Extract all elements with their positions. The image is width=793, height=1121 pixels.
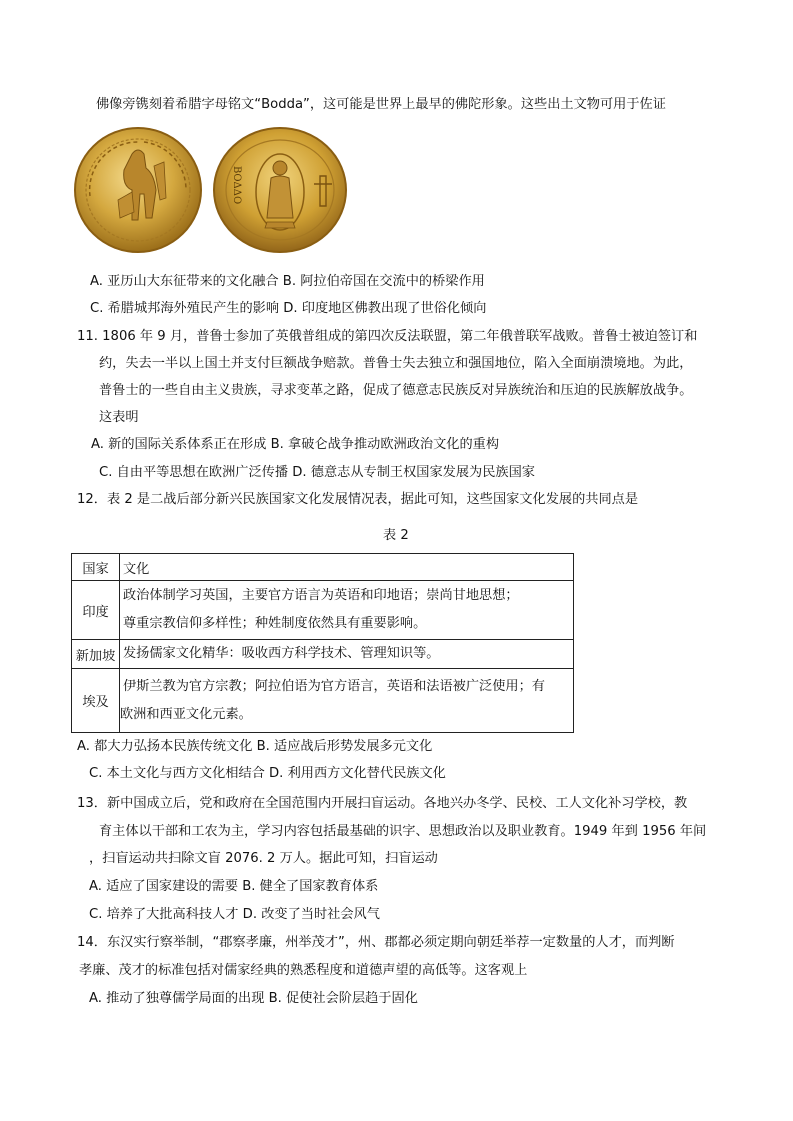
table-cell-line: 政治体制学习英国，主要官方语言为英语和印地语；崇尚甘地思想； [123, 588, 519, 603]
q13-stem-line-1: 13．新中国成立后，党和政府在全国范围内开展扫盲运动。各地兴办冬学、民校、工人文化补习学校，教 [77, 796, 688, 811]
q11-stem-line-4: 这表明 [99, 410, 139, 425]
coin-images [74, 126, 354, 254]
table-cell-culture [120, 640, 574, 669]
table-cell-country: 新加坡 [72, 640, 120, 669]
intro-line: 佛像旁镌刻着希腊字母铭文“Bodda”，这可能是世界上最早的佛陀形象。这些出土文物可用于佐证 [96, 97, 666, 112]
table-cell-line: 发扬儒家文化精华：吸收西方科学技术、管理知识等。 [123, 646, 440, 661]
q13-option-line-2: C. 培养了大批高科技人才 D. 改变了当时社会风气 [89, 907, 380, 922]
q11-stem-line-1: 11. 1806 年 9 月，普鲁士参加了英俄普组成的第四次反法联盟，第二年俄普联军战败。普鲁士被迫签订和 [77, 329, 698, 344]
q14-option-line-1: A. 推动了独尊儒学局面的出现 B. 促使社会阶层趋于固化 [89, 991, 418, 1006]
left-coin [75, 128, 201, 252]
table-cell-culture [120, 581, 574, 640]
q10-option-line-2: C. 希腊城邦海外殖民产生的影响 D. 印度地区佛教出现了世俗化倾向 [90, 301, 487, 316]
q12-option-line-2: C. 本土文化与西方文化相结合 D. 利用西方文化替代民族文化 [89, 766, 446, 781]
culture-table [71, 553, 574, 733]
q12-stem: 12．表 2 是二战后部分新兴民族国家文化发展情况表，据此可知，这些国家文化发展的共同点是 [77, 492, 639, 507]
q10-option-line-1: A. 亚历山大东征带来的文化融合 B. 阿拉伯帝国在交流中的桥梁作用 [90, 274, 485, 289]
q14-stem-line-1: 14．东汉实行察举制，“郡察孝廉，州举茂才”，州、郡都必须定期向朝廷举荐一定数量的人才，而判断 [77, 935, 675, 950]
q13-stem-line-2: 育主体以干部和工农为主，学习内容包括最基础的识字、思想政治以及职业教育。1949 年到 1956 年间 [99, 824, 707, 839]
table-cell-country: 埃及 [72, 669, 120, 733]
q11-option-line-1: A. 新的国际关系体系正在形成 B. 拿破仑战争推动欧洲政治文化的重构 [91, 437, 500, 452]
q13-stem-line-3: ，扫盲运动共扫除文盲 2076. 2 万人。据此可知，扫盲运动 [89, 851, 438, 866]
q11-stem-line-2: 约，失去一半以上国土并支付巨额战争赔款。普鲁士失去独立和强国地位，陷入全面崩溃境地。为此， [99, 356, 693, 371]
right-coin [214, 128, 346, 252]
table-header-country: 国家 [72, 554, 120, 581]
q13-option-line-1: A. 适应了国家建设的需要 B. 健全了国家教育体系 [89, 879, 379, 894]
table-cell-line: 尊重宗教信仰多样性；种姓制度依然具有重要影响。 [123, 616, 427, 631]
table-header-row [72, 554, 574, 581]
table-cell-line: 欧洲和西亚文化元素。 [120, 706, 252, 722]
q14-stem-line-2: 孝廉、茂才的标准包括对儒家经典的熟悉程度和道德声望的高低等。这客观上 [79, 963, 528, 978]
right-coin-legend: ΒΟΔΔΟ [231, 166, 242, 205]
table-header-culture: 文化 [120, 554, 574, 581]
table-title: 表 2 [383, 528, 409, 543]
table-row [72, 669, 574, 733]
table-cell-line: 伊斯兰教为官方宗教；阿拉伯语为官方语言，英语和法语被广泛使用；有 [123, 678, 545, 694]
q11-option-line-2: C. 自由平等思想在欧洲广泛传播 D. 德意志从专制王权国家发展为民族国家 [99, 465, 535, 480]
q12-option-line-1: A. 都大力弘扬本民族传统文化 B. 适应战后形势发展多元文化 [77, 739, 433, 754]
table-row [72, 581, 574, 640]
table-cell-culture [120, 669, 574, 733]
table-row [72, 640, 574, 669]
q11-stem-line-3: 普鲁士的一些自由主义贵族，寻求变革之路，促成了德意志民族反对异族统治和压迫的民族解放战争。 [99, 383, 693, 398]
table-cell-country: 印度 [72, 581, 120, 640]
